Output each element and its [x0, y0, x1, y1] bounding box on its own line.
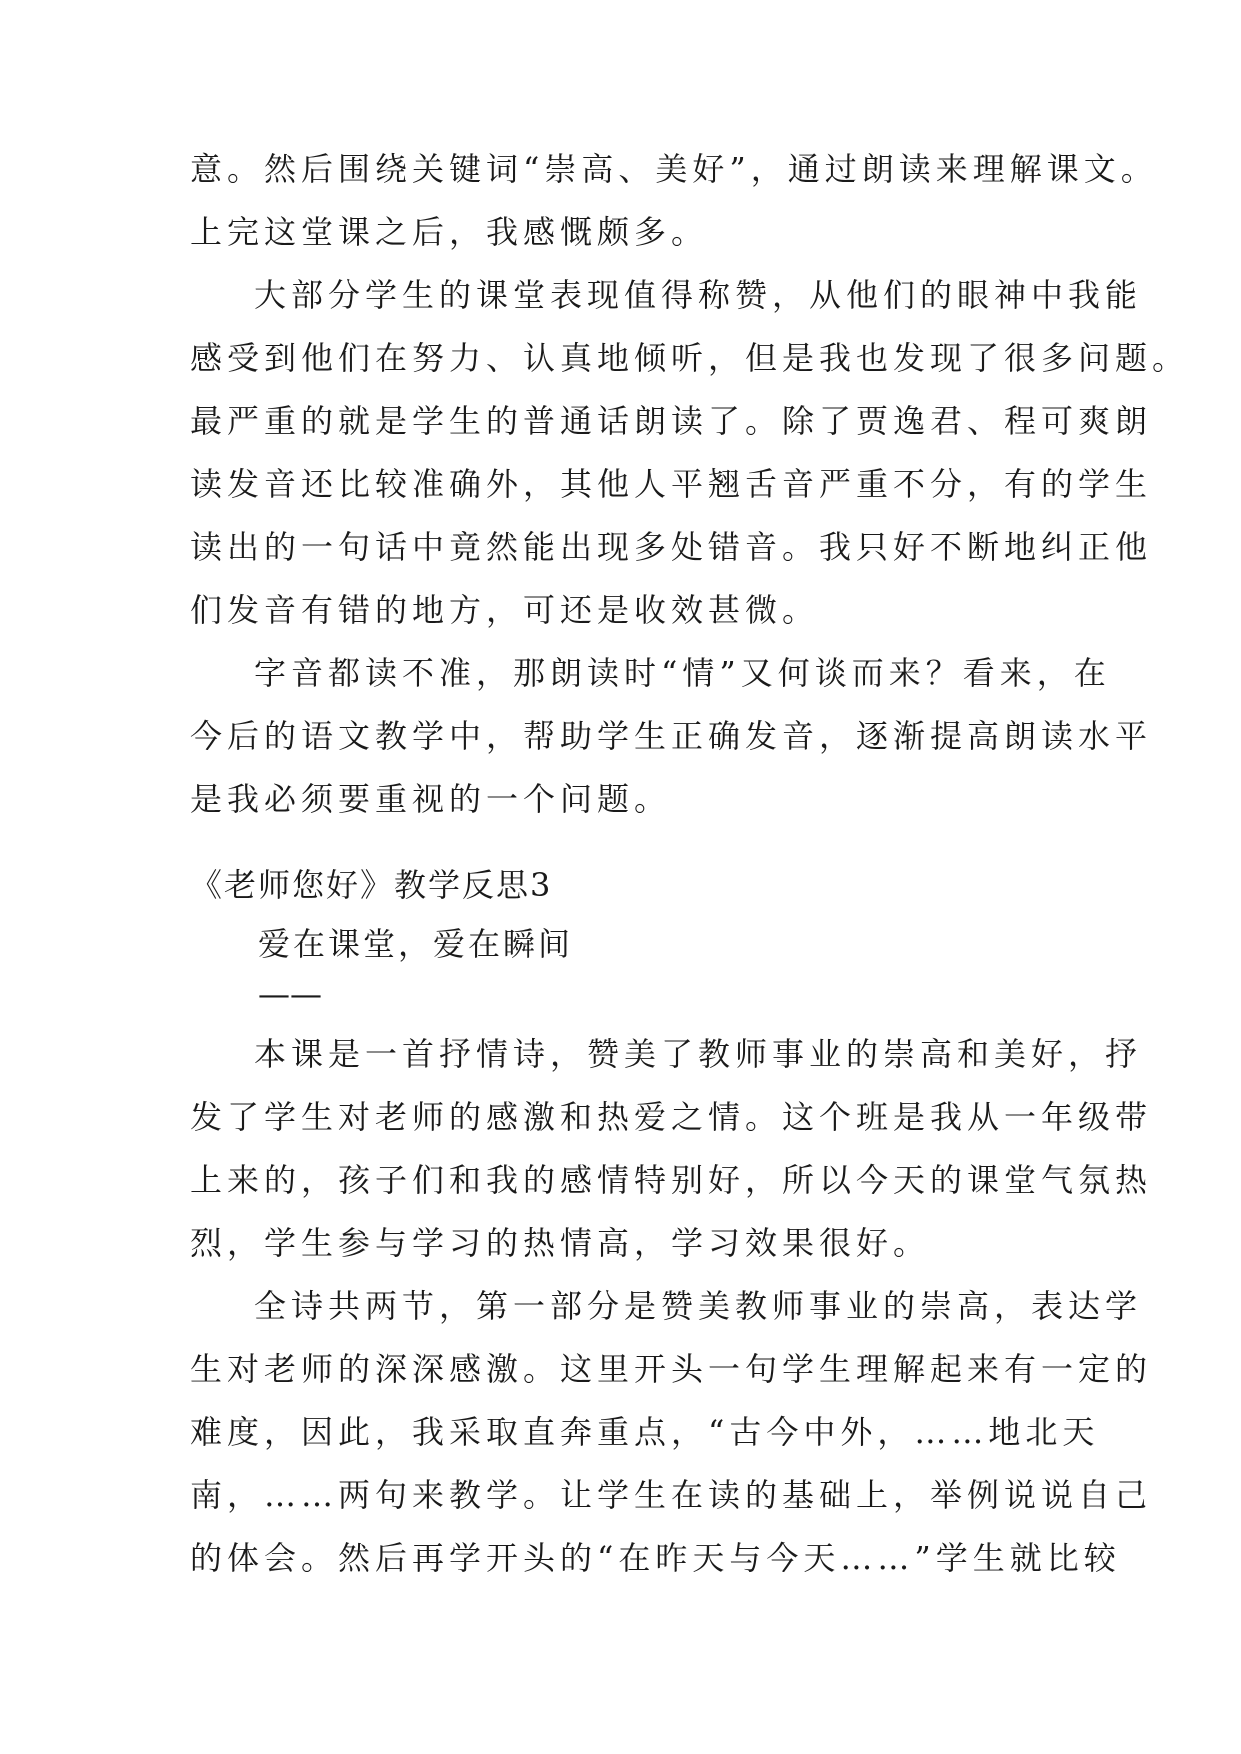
text-line: 烈，学生参与学习的热情高，学习效果很好。 [190, 1224, 931, 1262]
text-line: 发了学生对老师的感激和热爱之情。这个班是我从一年级带 [190, 1098, 1153, 1136]
paragraph-lesson-intro [190, 1023, 1153, 1275]
paragraph-student-performance [190, 264, 1190, 642]
text-line: 是我必须要重视的一个问题。 [190, 780, 672, 818]
text-line: 的体会。然后再学开头的“在昨天与今天……”学生就比较 [190, 1539, 1121, 1577]
paragraph-continuation [190, 138, 1158, 264]
section-subtitle: 爱在课堂，爱在瞬间 [258, 925, 574, 963]
subtitle-dash: —— [258, 975, 322, 1013]
paragraph-poem-structure [190, 1275, 1153, 1590]
text-line: 意。然后围绕关键词“崇高、美好”，通过朗读来理解课文。 [190, 150, 1158, 188]
text-line: 感受到他们在努力、认真地倾听，但是我也发现了很多问题。 [190, 339, 1190, 377]
text-line: 南，……两句来教学。让学生在读的基础上，举例说说自己 [190, 1476, 1153, 1514]
paragraph-pronunciation [190, 642, 1153, 831]
text-line: 全诗共两节，第一部分是赞美教师事业的崇高，表达学 [254, 1287, 1143, 1325]
text-line: 们发音有错的地方，可还是收效甚微。 [190, 591, 820, 629]
text-line: 本课是一首抒情诗，赞美了教师事业的崇高和美好，抒 [254, 1035, 1143, 1073]
text-line: 生对老师的深深感激。这里开头一句学生理解起来有一定的 [190, 1350, 1153, 1388]
text-line: 字音都读不准，那朗读时“情”又何谈而来？看来，在 [254, 654, 1111, 692]
text-line: 今后的语文教学中，帮助学生正确发音，逐渐提高朗读水平 [190, 717, 1153, 755]
text-line: 上完这堂课之后，我感慨颇多。 [190, 213, 709, 251]
section2-text [190, 1023, 1153, 1590]
section-title: 《老师您好》教学反思3 [190, 866, 553, 904]
text-line: 读出的一句话中竟然能出现多处错音。我只好不断地纠正他 [190, 528, 1153, 566]
section1-text [190, 138, 1190, 831]
text-line: 读发音还比较准确外，其他人平翘舌音严重不分，有的学生 [190, 465, 1153, 503]
text-line: 最严重的就是学生的普通话朗读了。除了贾逸君、程可爽朗 [190, 402, 1153, 440]
text-line: 难度，因此，我采取直奔重点，“古今中外，……地北天 [190, 1413, 1100, 1451]
text-line: 大部分学生的课堂表现值得称赞，从他们的眼神中我能 [254, 276, 1143, 314]
text-line: 上来的，孩子们和我的感情特别好，所以今天的课堂气氛热 [190, 1161, 1153, 1199]
